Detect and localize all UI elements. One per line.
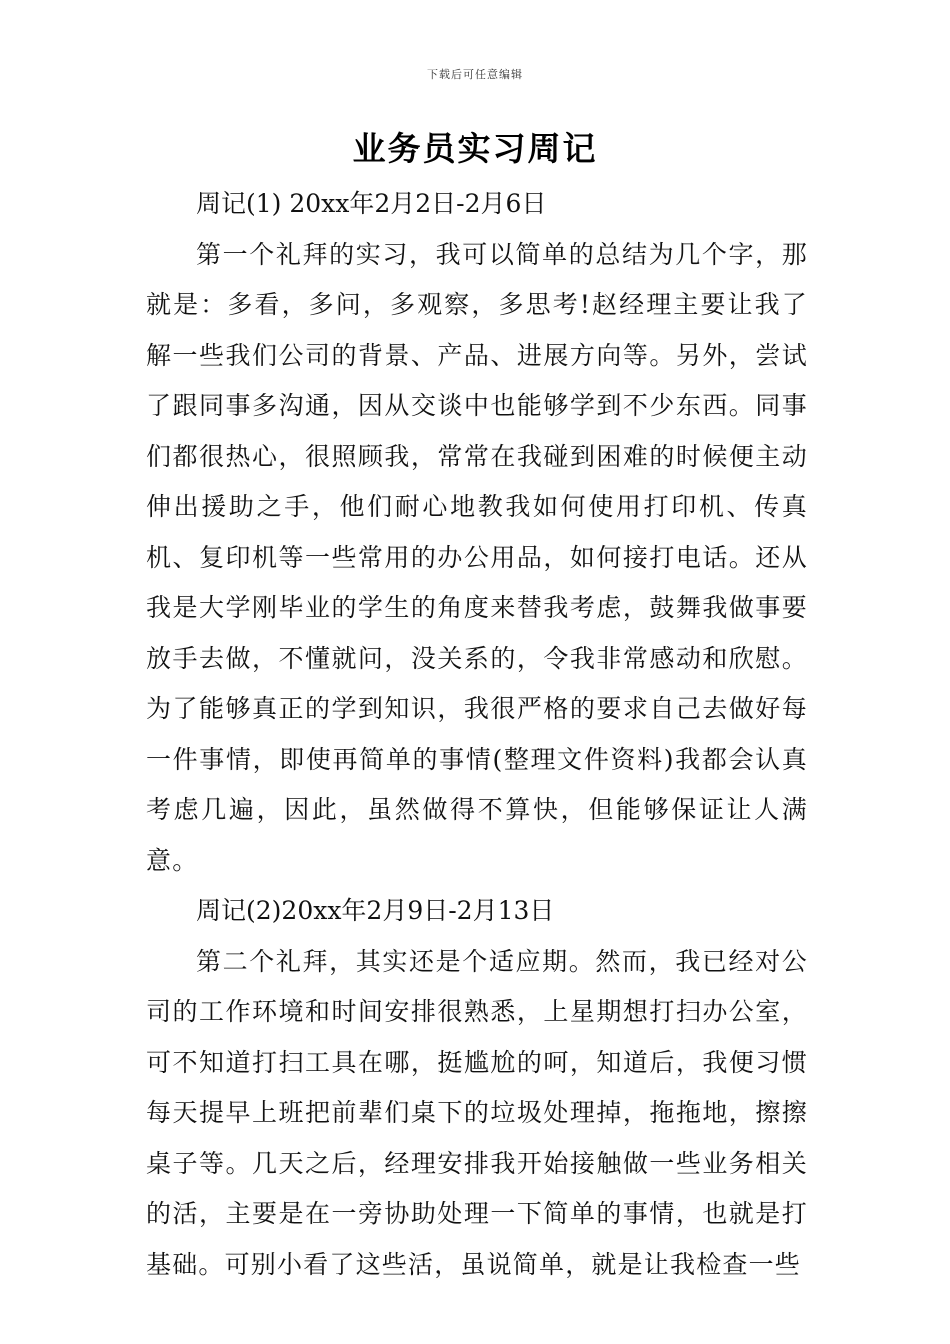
document-title: 业务员实习周记 [352, 129, 598, 168]
header-note: 下载后可任意编辑 [427, 68, 523, 81]
week-1-heading: 周记(1) 20xx年2月2日-2月6日 [196, 189, 547, 218]
week-1-paragraph: 第一个礼拜的实习，我可以简单的总结为几个字，那就是：多看，多问，多观察，多思考!赵经理主要让我了解一些我们公司的背景、产品、进展方向等。另外，尝试了跟同事多沟通，因从交谈中也能够学到不少东西。同事们都很热心，很照顾我，常常在我碰到困难的时候便主动伸出援助之手，他们耐心地教我如何使用打印机、传真机、复印机等一些常用的办公用品，如何接打电话。还从我是大学刚毕业的学生的角度来替我考虑，鼓舞我做事要放手去做，不懂就问，没关系的，令我非常感动和欣慰。为了能够真正的学到知识，我很严格的要求自己去做好每一件事情，即使再简单的事情(整理文件资料)我都会认真考虑几遍，因此，虽然做得不算快，但能够保证让人满意。 [146, 239, 808, 875]
week-2-paragraph: 第二个礼拜，其实还是个适应期。然而，我已经对公司的工作环境和时间安排很熟悉，上星期想打扫办公室，可不知道打扫工具在哪，挺尴尬的呵，知道后，我便习惯每天提早上班把前辈们桌下的垃圾处理掉，拖拖地，擦擦桌子等。几天之后，经理安排我开始接触做一些业务相关的活，主要是在一旁协助处理一下简单的事情，也就是打基础。可别小看了这些活，虽说简单，就是让我检查一些 [146, 946, 808, 1279]
document-body [146, 179, 808, 1290]
week-2-heading: 周记(2)20xx年2月9日-2月13日 [196, 896, 555, 925]
